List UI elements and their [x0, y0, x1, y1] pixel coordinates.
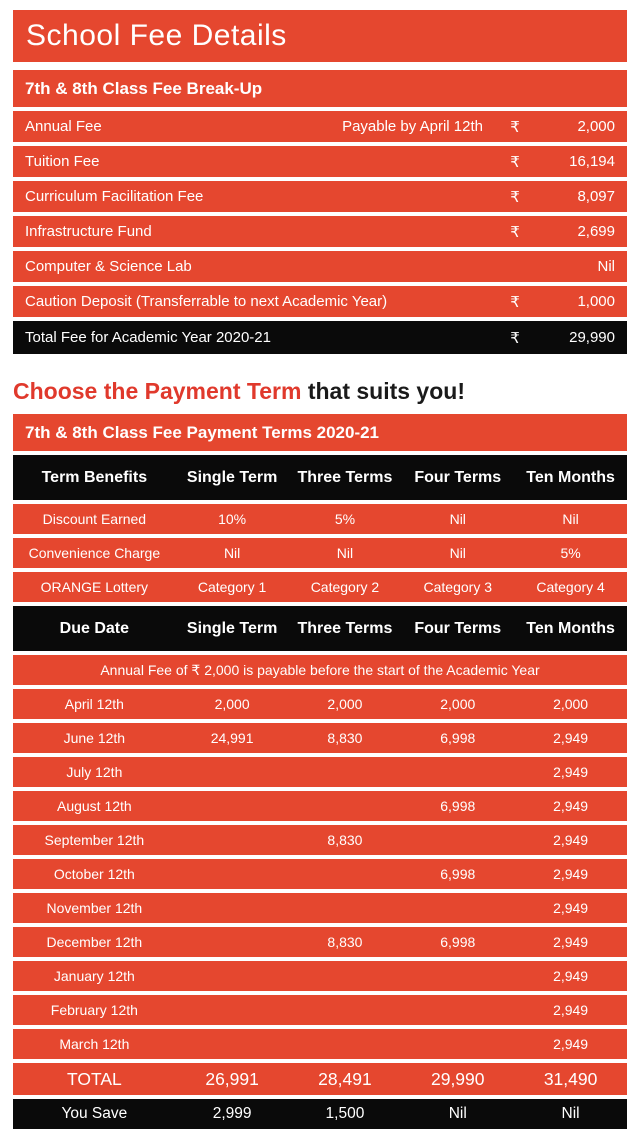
- table-row: [13, 825, 627, 855]
- benefit-value: Nil: [562, 511, 579, 527]
- installment-amount: 2,000: [440, 696, 476, 712]
- table-row: [13, 723, 627, 753]
- table-row: [13, 859, 627, 889]
- column-header: Three Terms: [297, 468, 393, 486]
- rupee-symbol: ₹: [510, 223, 520, 241]
- due-date: December 12th: [46, 934, 143, 950]
- installment-amount: 8,830: [327, 832, 363, 848]
- installment-amount: 2,949: [553, 866, 589, 882]
- save-label: You Save: [61, 1105, 128, 1122]
- installment-amount: 6,998: [440, 934, 476, 950]
- due-date-header-row: [13, 606, 627, 651]
- column-header: Four Terms: [414, 468, 502, 486]
- benefit-value: Category 1: [197, 579, 267, 595]
- benefit-value: Nil: [223, 545, 241, 561]
- payment-terms-table: [13, 414, 627, 1129]
- due-date: November 12th: [46, 900, 143, 916]
- rupee-symbol: ₹: [510, 153, 520, 171]
- save-amount: 2,999: [212, 1105, 252, 1122]
- due-date: March 12th: [59, 1036, 130, 1052]
- total-label: TOTAL: [66, 1068, 122, 1089]
- save-amount: Nil: [561, 1105, 580, 1122]
- fee-total-row: [13, 321, 627, 354]
- total-amount: 31,490: [543, 1068, 598, 1089]
- table-row: [13, 1029, 627, 1059]
- benefit-value: 5%: [334, 511, 356, 527]
- table-row: [13, 995, 627, 1025]
- benefits-header-row: [13, 455, 627, 500]
- installment-amount: 2,949: [553, 832, 589, 848]
- installment-amount: 2,000: [214, 696, 250, 712]
- fee-label: Curriculum Facilitation Fee: [25, 188, 204, 205]
- table-row: [13, 251, 627, 282]
- fee-label: Annual Fee: [25, 118, 102, 135]
- benefit-label: Convenience Charge: [28, 545, 161, 561]
- fee-label: Computer & Science Lab: [25, 258, 192, 275]
- table-row: [13, 893, 627, 923]
- due-date: April 12th: [64, 696, 124, 712]
- rupee-symbol: ₹: [510, 118, 520, 136]
- installment-amount: 2,949: [553, 968, 589, 984]
- table-row: [13, 216, 627, 247]
- rupee-symbol: ₹: [510, 293, 520, 311]
- fee-breakup-table: [13, 70, 627, 354]
- table-row: [13, 111, 627, 142]
- save-amount: 1,500: [325, 1105, 365, 1122]
- installment-amount: 8,830: [327, 730, 363, 746]
- benefit-value: Category 3: [423, 579, 492, 595]
- table-row: [13, 286, 627, 317]
- fee-label: Caution Deposit (Transferrable to next Academic Year): [25, 293, 388, 310]
- fee-amount: 2,699: [577, 223, 615, 240]
- benefit-value: Nil: [449, 511, 466, 527]
- column-header: Ten Months: [526, 468, 615, 486]
- table-row: [13, 504, 627, 534]
- installment-amount: 6,998: [440, 866, 476, 882]
- installment-amount: 2,949: [553, 934, 589, 950]
- save-amount: Nil: [448, 1105, 467, 1122]
- installment-amount: 2,949: [553, 730, 589, 746]
- fee-amount: 1,000: [577, 293, 615, 310]
- fee-label: Tuition Fee: [25, 153, 100, 170]
- fee-amount: Nil: [597, 258, 615, 275]
- table-row: [13, 689, 627, 719]
- due-date: September 12th: [44, 832, 145, 848]
- payment-term-heading: [13, 376, 627, 406]
- due-date: June 12th: [63, 730, 126, 746]
- column-header: Single Term: [186, 468, 278, 486]
- column-header: Term Benefits: [41, 468, 148, 486]
- benefit-label: Discount Earned: [42, 511, 147, 527]
- installment-amount: 24,991: [210, 730, 254, 746]
- fee-label: Infrastructure Fund: [25, 223, 152, 240]
- column-header: Ten Months: [526, 619, 615, 637]
- you-save-row: [13, 1099, 627, 1129]
- table-row: [13, 927, 627, 957]
- fee-amount: 16,194: [569, 153, 615, 170]
- due-date: July 12th: [66, 764, 123, 780]
- table-row: [13, 181, 627, 212]
- benefit-value: 5%: [560, 545, 581, 561]
- table-row: [13, 791, 627, 821]
- due-date: February 12th: [50, 1002, 138, 1018]
- heading-black-text: that suits you!: [307, 377, 465, 404]
- total-amount: 26,991: [205, 1068, 259, 1089]
- page-title: School Fee Details: [13, 10, 627, 62]
- installment-amount: 2,000: [327, 696, 363, 712]
- table-row: [13, 146, 627, 177]
- fee-amount: 2,000: [577, 118, 615, 135]
- due-date: January 12th: [53, 968, 135, 984]
- benefit-value: Category 4: [536, 579, 605, 595]
- column-header: Three Terms: [297, 619, 393, 637]
- fee-total-label: Total Fee for Academic Year 2020-21: [25, 329, 271, 346]
- fee-amount: 8,097: [577, 188, 615, 205]
- column-header: Single Term: [186, 619, 278, 637]
- fee-total-amount: 29,990: [569, 329, 615, 346]
- table-row: [13, 538, 627, 568]
- annual-fee-note: Annual Fee of ₹ 2,000 is payable before the start of the Academic Year: [13, 655, 627, 685]
- total-row: [13, 1063, 627, 1095]
- total-amount: 29,990: [430, 1068, 485, 1089]
- installment-amount: 2,949: [553, 764, 589, 780]
- fee-note: Payable by April 12th: [342, 118, 483, 135]
- heading-red-text: Choose the Payment Term: [13, 377, 302, 404]
- column-header: Four Terms: [414, 619, 502, 637]
- installment-amount: 6,998: [440, 798, 476, 814]
- benefit-value: Nil: [336, 545, 354, 561]
- table-row: [13, 961, 627, 991]
- total-amount: 28,491: [318, 1068, 372, 1089]
- payment-terms-header: 7th & 8th Class Fee Payment Terms 2020-21: [13, 414, 627, 451]
- installment-amount: 2,949: [553, 900, 589, 916]
- rupee-symbol: ₹: [510, 329, 520, 347]
- installment-amount: 2,949: [553, 1036, 589, 1052]
- benefit-label: ORANGE Lottery: [40, 579, 149, 595]
- table-row: [13, 757, 627, 787]
- benefit-value: Nil: [449, 545, 466, 561]
- table-row: [13, 572, 627, 602]
- installment-amount: 8,830: [327, 934, 363, 950]
- benefit-value: Category 2: [310, 579, 380, 595]
- due-date: August 12th: [56, 798, 132, 814]
- rupee-symbol: ₹: [510, 188, 520, 206]
- column-header: Due Date: [59, 619, 130, 637]
- installment-amount: 2,949: [553, 798, 589, 814]
- fee-breakup-header: 7th & 8th Class Fee Break-Up: [13, 70, 627, 107]
- installment-amount: 2,000: [553, 696, 589, 712]
- installment-amount: 6,998: [440, 730, 476, 746]
- benefit-value: 10%: [218, 511, 247, 527]
- installment-amount: 2,949: [553, 1002, 589, 1018]
- due-date: October 12th: [53, 866, 135, 882]
